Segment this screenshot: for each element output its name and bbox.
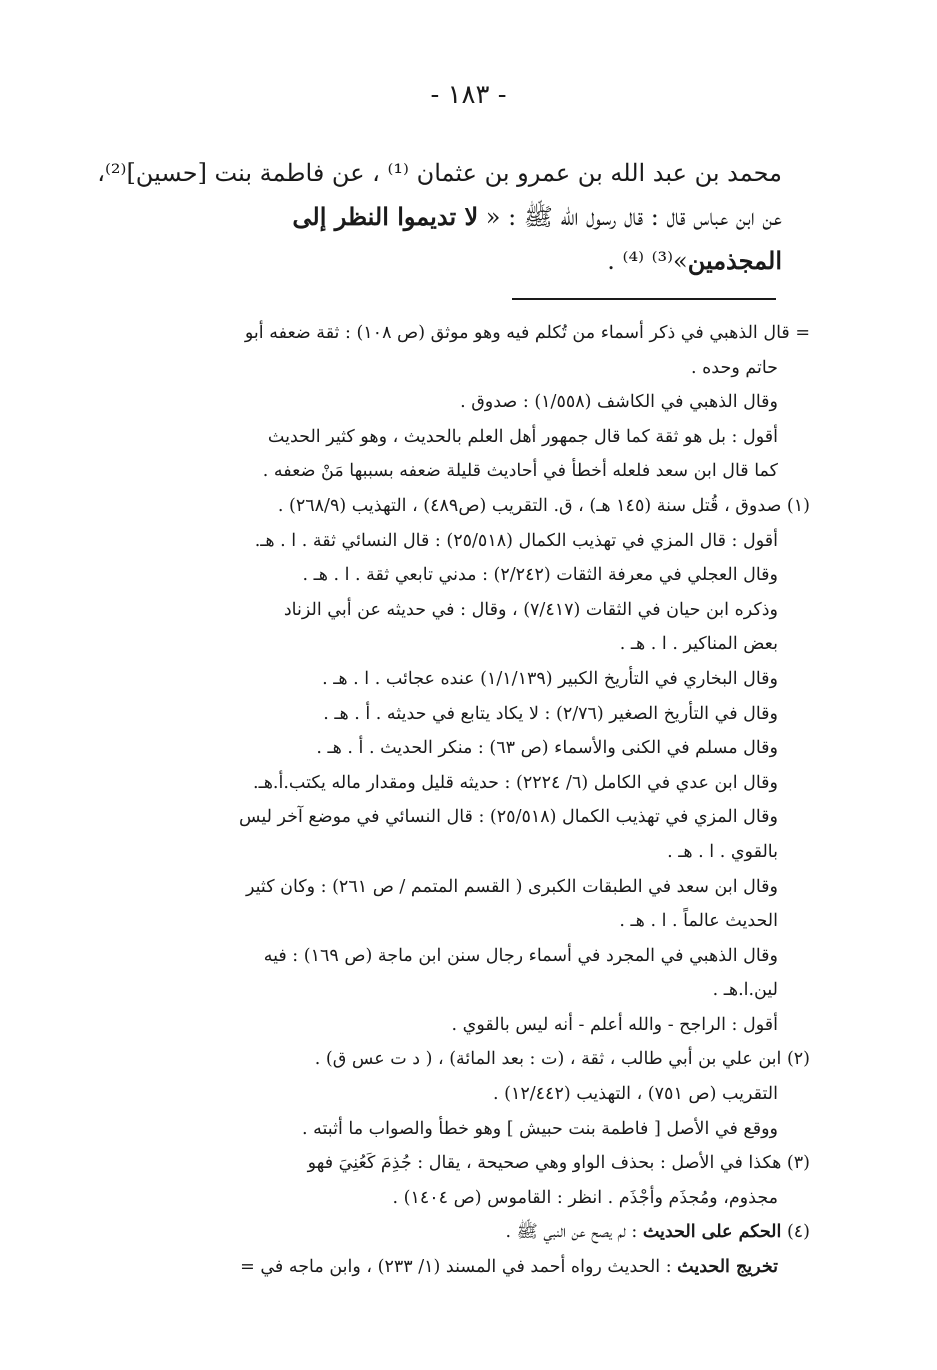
footnote-line: وقال المزي في تهذيب الكمال (٢٥/٥١٨) : قال النسائي في موضع آخر ليس — [239, 807, 778, 828]
footnote-line: أقول : الراجح - والله أعلم - أنه ليس بالقوي . — [451, 1014, 778, 1035]
hadith-ruling-heading: الحكم على الحديث — [642, 1222, 782, 1243]
footnote-4 — [92, 1215, 810, 1250]
hadith-line-2 — [92, 195, 782, 239]
hadith-takhrij-text: : الحديث رواه أحمد في المسند (١/ ٢٣٣) ، وابن ماجه في = — [240, 1257, 678, 1278]
footnote-2: (٢) ابن علي بن أبي طالب ، ثقة ، (ت : بعد المائة) ، ( د ت عس ق) . — [314, 1049, 810, 1070]
footnote-line: التقريب (ص ٧٥١) ، التهذيب (١٢/٤٤٢) . — [493, 1084, 778, 1105]
footnote-3: (٣) هكذا في الأصل : بحذف الواو وهي صحيحة ، يقال : جُذِمَ كَعُنِيَ فهو — [307, 1153, 810, 1174]
hadith-line-1: محمد بن عبد الله بن عمرو بن عثمان ⁽¹⁾ ، عن فاطمة بنت [حسين]⁽²⁾، — [97, 159, 782, 187]
footnote-line: وقال مسلم في الكنى والأسماء (ص ٦٣) : منكر الحديث . أ . هـ . — [316, 738, 778, 759]
footnote-1: (١) صدوق ، قُتل سنة (١٤٥ هـ) ، ق. التقريب (ص٤٨٩) ، التهذيب (٢٦٨/٩) . — [277, 495, 810, 516]
footnote-separator — [512, 298, 776, 300]
footnote-line: وقال البخاري في التأريخ الكبير (١/١/١٣٩) عنده عجائب . ا . هـ . — [322, 668, 778, 689]
footnote-line: وقال في التأريخ الصغير (٢/٧٦) : لا يكاد يتابع في حديثه . أ . هـ . — [323, 703, 778, 724]
footnote-line — [92, 1250, 810, 1285]
footnote-line: = قال الذهبي في ذكر أسماء من تُكلم فيه وهو موثق (ص ١٠٨) : ثقة ضعفه أبو — [244, 323, 810, 343]
footnotes — [92, 316, 810, 1285]
footnote-line: كما قال ابن سعد فلعله أخطأ في أحاديث قليلة ضعفه بسببها مَنْ ضعفه . — [262, 461, 778, 482]
hadith-ruling-text: : لم يصح عن النبي ﷺ . — [505, 1222, 643, 1243]
footnote-line: مجذوم، ومُجذَم وأجْذَم . انظر : القاموس (ص ١٤٠٤) . — [392, 1187, 778, 1208]
hadith-line-2-text: عن ابن عباس قال : قال رسول الله ﷺ : « — [478, 203, 782, 231]
footnote-line: الحديث عالماً . ا . هـ . — [619, 911, 778, 932]
hadith-quote-start: لا تديموا النظر إلى — [292, 202, 479, 231]
footnote-line: ووقع في الأصل [ فاطمة بنت حبيش ] وهو خطأ والصواب ما أثبته . — [302, 1118, 778, 1139]
footnote-line: أقول : قال المزي في تهذيب الكمال (٢٥/٥١٨) : قال النسائي ثقة . ا . هـ. — [254, 530, 778, 551]
footnote-line: وقال ابن سعد في الطبقات الكبرى ( القسم المتمم / ص ٢٦١) : وكان كثير — [245, 876, 778, 897]
footnote-line: وقال ابن عدي في الكامل (٦/ ٢٢٢٤) : حديثه قليل ومقدار ماله يكتب.أ.هـ. — [253, 772, 778, 793]
footnote-line: أقول : بل هو ثقة كما قال جمهور أهل العلم بالحديث ، وهو كثير الحديث — [267, 426, 778, 447]
footnote-line: وقال العجلي في معرفة الثقات (٢/٢٤٢) : مدني تابعي ثقة . ا . هـ . — [302, 565, 778, 586]
footnote-line: بالقوي . ا . هـ . — [667, 841, 778, 862]
footnote-line: لين.ا.هـ . — [712, 980, 778, 1001]
footnote-line: وقال الذهبي في المجرد في أسماء رجال سنن ابن ماجة (ص ١٦٩) : فيه — [263, 945, 778, 966]
footnote-line: وذكره ابن حيان في الثقات (٧/٤١٧) ، وقال : في حديثه عن أبي الزناد — [283, 599, 778, 620]
footnote-line: حاتم وحده . — [691, 357, 778, 378]
hadith-footnote-refs: »⁽³⁾ ⁽⁴⁾ . — [607, 247, 688, 275]
footnote-line: وقال الذهبي في الكاشف (١/٥٥٨) : صدوق . — [460, 392, 778, 413]
footnote-4-number: (٤) — [781, 1222, 810, 1243]
footnote-line: بعض المناكير . ا . هـ . — [619, 634, 778, 655]
hadith-quote-end: المجذمين — [687, 246, 782, 275]
hadith-line-3 — [92, 239, 782, 283]
hadith-takhrij-heading: تخريج الحديث — [677, 1257, 778, 1278]
hadith-text — [92, 152, 782, 283]
page-number: - ١٨٣ - — [430, 80, 507, 110]
